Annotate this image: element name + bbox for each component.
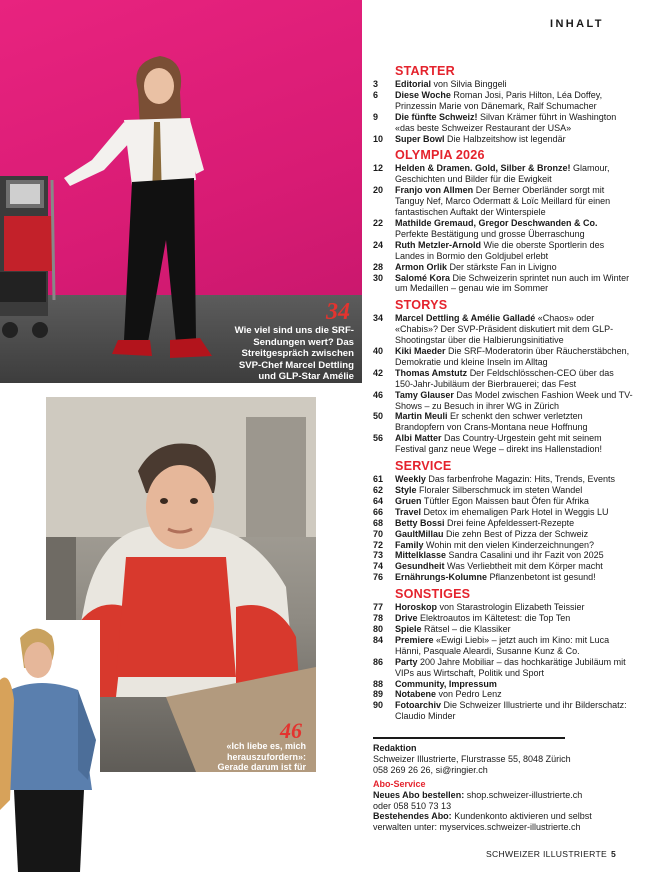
toc-entry-text (395, 550, 633, 561)
toc-page-number: 46 (373, 389, 384, 400)
toc-entry-text (395, 635, 633, 657)
toc-entry[interactable] (373, 507, 633, 518)
toc-entry-text (395, 679, 633, 690)
page-title: INHALT (550, 18, 604, 30)
cover-photo-dettling-gallade (0, 0, 362, 394)
toc-entry-heading: Die fünfte Schweiz! (395, 111, 478, 122)
toc-entry-heading: Marcel Dettling & Amélie Galladé (395, 313, 536, 324)
toc-entry-heading: Diese Woche (395, 89, 451, 100)
toc-entry-text (395, 163, 633, 185)
section-title: STORYS (395, 298, 448, 313)
toc-entry-heading: Notabene (395, 689, 437, 700)
section-title: OLYMPIA 2026 (395, 148, 485, 163)
toc-entry[interactable] (373, 529, 633, 540)
page-number: 5 (611, 849, 617, 859)
toc-entry-text (395, 474, 633, 485)
toc-entry-description: Die zehn Best of Pizza der Schweiz (446, 528, 589, 539)
new-abo-phone: oder 058 510 73 13 (373, 800, 452, 811)
imprint (373, 743, 603, 833)
toc-entry-description: Glamour, Geschichten und Bilder für die Ewigkeit (395, 163, 610, 185)
toc-entry-description: «Ewigi Liebi» – jetzt auch im Kino: mit Luca Hänni, Pasquale Aleardi, Susanne Kunz & Co. (395, 634, 610, 656)
toc-page-number: 30 (373, 272, 384, 283)
toc-entry[interactable] (373, 433, 633, 455)
photo-woman-denim (0, 620, 100, 872)
toc-entry[interactable] (373, 313, 633, 346)
toc-entry-text (395, 507, 633, 518)
toc-entry-text (395, 572, 633, 583)
redaktion-phone: 058 269 26 26, (373, 764, 434, 775)
caption-text-mid: «Ich liebe es, mich herauszufordern»: Gerade darum ist für Model Tamy Glauser ein Ort der Ruhe so wichtig. (201, 741, 306, 794)
abo-label: Abo-Service (373, 778, 426, 789)
toc-entry-text (395, 657, 633, 679)
toc-entry-heading: Mittelklasse (395, 550, 447, 561)
toc-entry-text (395, 185, 633, 218)
toc-entry-description: Der stärkste Fan in Livigno (449, 261, 557, 272)
toc-entry[interactable] (373, 613, 633, 624)
toc-entry-heading: Horoskop (395, 602, 438, 613)
toc-page-number: 6 (373, 89, 379, 100)
toc-entry-heading: Martin Meuli (395, 411, 448, 422)
toc-entry[interactable] (373, 679, 633, 690)
toc-entry[interactable] (373, 90, 633, 112)
toc-entry-heading: Travel (395, 506, 422, 517)
toc-entry-description: Die SRF-Moderatorin über Räucherstäbchen, Demokratie und kleine Inseln im Alltag (395, 346, 630, 367)
new-abo-label: Neues Abo bestellen: (373, 789, 465, 800)
toc-entry-text (395, 134, 633, 145)
toc-entry-heading: Tamy Glauser (395, 389, 454, 400)
toc-entry-description: Wohin mit den vielen Kinderzeichnungen? (426, 539, 594, 550)
toc-entry[interactable] (373, 635, 633, 657)
toc-entry[interactable] (373, 561, 633, 572)
new-abo-line (373, 790, 603, 801)
toc-entry-text (395, 273, 633, 295)
toc-entry-heading: Gruen (395, 495, 422, 506)
toc-entry-description: Die Halbzeitshow ist legendär (447, 133, 566, 144)
toc-page-number: 77 (373, 602, 384, 613)
toc-entry-heading: Thomas Amstutz (395, 367, 468, 378)
table-of-contents (373, 62, 633, 722)
toc-entry-heading: Franjo von Allmen (395, 185, 474, 196)
toc-entry[interactable] (373, 273, 633, 295)
toc-entry-text (395, 390, 633, 412)
toc-entry[interactable] (373, 346, 633, 368)
toc-entry-text (395, 411, 633, 433)
toc-entry[interactable] (373, 240, 633, 262)
toc-page-number: 24 (373, 239, 384, 250)
toc-entry-heading: Helden & Dramen. Gold, Silber & Bronze! (395, 163, 571, 174)
toc-entry-heading: Community, Impressum (395, 678, 497, 689)
toc-entry-description: Die Schweizerin sprintet nun auch im Winter um Medaillen – genau wie im Sommer (395, 272, 630, 294)
toc-entry-text (395, 700, 633, 722)
luggage-cart-illustration (0, 176, 54, 338)
page-footer (486, 849, 616, 859)
toc-page-number: 50 (373, 411, 384, 422)
toc-entry[interactable] (373, 368, 633, 390)
toc-entry[interactable] (373, 624, 633, 635)
toc-page-number: 74 (373, 561, 384, 572)
toc-page-number: 20 (373, 185, 384, 196)
caption-text-top: Wie viel sind uns die SRF-Sendungen wert? Das Streitgespräch zwischen SVP-Chef Marcel Dettling und GLP-Star Amélie Galladé. (234, 325, 354, 394)
toc-entry-description: von Silvia Binggeli (433, 79, 507, 89)
toc-page-number: 89 (373, 689, 384, 700)
toc-entry-description: Das Model zwischen Fashion Week und TV-Shows – zu Besuch in ihrer WG in Zürich (395, 389, 633, 411)
toc-entry-description: Rätsel – die Klassiker (424, 623, 511, 634)
existing-abo-label: Bestehendes Abo: (373, 811, 452, 822)
toc-entry-heading: Family (395, 539, 424, 550)
toc-page-number: 70 (373, 528, 384, 539)
toc-entry-text (395, 485, 633, 496)
toc-entry-heading: Gesundheit (395, 561, 445, 572)
toc-entry-text (395, 496, 633, 507)
toc-entry-description: Drei feine Apfeldessert-Rezepte (447, 517, 575, 528)
caption-page-number-mid: 46 (280, 718, 302, 743)
toc-entry[interactable] (373, 485, 633, 496)
toc-entry-text (395, 540, 633, 551)
toc-entry-heading: Premiere (395, 634, 434, 645)
toc-page-number: 34 (373, 313, 384, 324)
toc-entry-description: Was Verliebtheit mit dem Körper macht (447, 561, 603, 572)
toc-page-number: 72 (373, 539, 384, 550)
toc-page-number: 28 (373, 261, 384, 272)
photo-illustration-bottom (0, 620, 100, 872)
new-abo-link[interactable]: shop.schweizer-illustrierte.ch (466, 789, 583, 800)
toc-page-number: 12 (373, 163, 384, 174)
toc-entry-text (395, 518, 633, 529)
toc-entry-description: Die Schweizer Illustrierte und ihr Bilderschatz: Claudio Minder (395, 700, 627, 722)
toc-entry-description: Der Feldschlösschen-CEO über das 150-Jahr-Jubiläum der Bierbrauerei; das Fest (395, 367, 614, 389)
toc-entry-heading: Ruth Metzler-Arnold (395, 239, 481, 250)
magazine-name: SCHWEIZER ILLUSTRIERTE (486, 849, 608, 859)
toc-entry[interactable] (373, 700, 633, 722)
toc-entry-heading: Party (395, 656, 418, 667)
toc-entry-description: Er schenkt den schwer verletzten Brandopfern von Crans-Montana neue Hoffnung (395, 411, 588, 433)
existing-abo-line (373, 811, 603, 833)
toc-page-number: 80 (373, 623, 384, 634)
toc-page-number: 66 (373, 506, 384, 517)
toc-entry[interactable] (373, 540, 633, 551)
toc-page-number: 62 (373, 485, 384, 495)
toc-entry-text (395, 313, 633, 346)
toc-entry-description: Floraler Silberschmuck im steten Wandel (419, 485, 583, 495)
toc-entry-text (395, 613, 633, 624)
toc-entry-heading: Spiele (395, 623, 422, 634)
toc-entry[interactable] (373, 657, 633, 679)
toc-page-number: 61 (373, 474, 384, 485)
woman-figure (64, 56, 212, 358)
toc-entry-description: von Pedro Lenz (438, 689, 502, 700)
toc-entry-text (395, 79, 633, 90)
toc-entry-description: Sandra Casalini und ihr Fazit von 2025 (448, 550, 604, 561)
toc-entry-text (395, 262, 633, 273)
toc-entry-heading: Drive (395, 613, 418, 624)
redaktion-contact (373, 765, 603, 776)
toc-entry[interactable] (373, 474, 633, 485)
redaktion-address: Schweizer Illustrierte, Flurstrasse 55, 8048 Zürich (373, 753, 571, 764)
toc-entry-text (395, 240, 633, 262)
toc-entry-description: 200 Jahre Mobiliar – das hochkarätige Jubiläum mit VIPs aus Wirtschaft, Politik und Sport (395, 656, 626, 678)
toc-entry[interactable] (373, 550, 633, 561)
toc-entry-description: «Chaos» oder «Chabis»? Der SVP-Präsident diskutiert mit dem GLP-Shootingstar über die Halbierungsinitiative (395, 313, 614, 346)
toc-page-number: 86 (373, 656, 384, 667)
toc-page-number: 3 (373, 79, 379, 89)
toc-entry-description: Das farbenfrohe Magazin: Hits, Trends, Events (428, 474, 615, 485)
toc-entry-text (395, 218, 633, 240)
toc-entry-description: Roman Josi, Paris Hilton, Léa Doffey, Prinzessin Marie von Dänemark, Ralf Schumacher (395, 89, 603, 111)
toc-entry[interactable] (373, 163, 633, 185)
toc-entry[interactable] (373, 262, 633, 273)
toc-entry-text (395, 602, 633, 613)
toc-entry-text (395, 112, 633, 134)
toc-entry-heading: Kiki Maeder (395, 346, 446, 357)
toc-entry-heading: Salomé Kora (395, 272, 451, 283)
toc-entry[interactable] (373, 689, 633, 700)
toc-entry-heading: Fotoarchiv (395, 700, 442, 711)
toc-entry-heading: Armon Orlik (395, 261, 448, 272)
toc-page-number: 40 (373, 346, 384, 357)
toc-entry[interactable] (373, 518, 633, 529)
toc-page-number: 84 (373, 634, 384, 645)
toc-entry[interactable] (373, 185, 633, 218)
toc-entry-text (395, 90, 633, 112)
toc-entry-heading: Weekly (395, 474, 426, 485)
caption-page-number-top: 34 (326, 299, 350, 325)
toc-entry-heading: Style (395, 485, 417, 495)
toc-entry-description: Tüftler Egon Maissen baut Öfen für Afrika (423, 495, 589, 506)
toc-page-number: 76 (373, 572, 384, 583)
toc-entry-heading: Editorial (395, 79, 432, 89)
toc-entry-heading: GaultMillau (395, 528, 444, 539)
toc-entry-text (395, 561, 633, 572)
toc-entry-heading: Mathilde Gremaud, Gregor Deschwanden & Co. (395, 217, 598, 228)
redaktion-label: Redaktion (373, 743, 417, 753)
toc-entry-text (395, 368, 633, 390)
toc-entry[interactable] (373, 112, 633, 134)
toc-entry[interactable] (373, 79, 633, 90)
toc-entry-description: Silvan Krämer führt in Washington «das beste Schweizer Restaurant der USA» (395, 111, 617, 133)
toc-entry-text (395, 529, 633, 540)
toc-entry-heading: Albi Matter (395, 433, 442, 444)
toc-entry[interactable] (373, 390, 633, 412)
toc-entry[interactable] (373, 602, 633, 613)
toc-entry[interactable] (373, 496, 633, 507)
toc-entry-description: von Starastrologin Elizabeth Teissier (439, 602, 585, 613)
toc-entry[interactable] (373, 411, 633, 433)
section-title: SONSTIGES (395, 587, 471, 602)
toc-entry-description: Wie die oberste Sportlerin des Landes in Bormio den Goldjubel erlebt (395, 239, 605, 261)
toc-entry-description: Der Berner Oberländer sorgt mit Tanguy Nef, Marco Odermatt & Loïc Meillard für einen fantastischen Auftakt der Winterspiele (395, 185, 611, 218)
toc-page-number: 10 (373, 133, 384, 144)
toc-page-number: 78 (373, 613, 384, 624)
toc-entry-description: Elektroautos im Kältetest: die Top Ten (420, 613, 571, 624)
toc-page-number: 68 (373, 517, 384, 528)
toc-page-number: 56 (373, 433, 384, 444)
toc-entry[interactable] (373, 134, 633, 145)
toc-page-number: 42 (373, 367, 384, 378)
toc-entry-text (395, 624, 633, 635)
toc-page-number: 22 (373, 217, 384, 228)
toc-entry-text (395, 433, 633, 455)
toc-entry[interactable] (373, 218, 633, 240)
toc-entry-heading: Ernährungs-Kolumne (395, 572, 488, 583)
toc-entry-text (395, 689, 633, 700)
toc-entry-heading: Betty Bossi (395, 517, 445, 528)
toc-page-number: 90 (373, 700, 384, 711)
section-title: SERVICE (395, 459, 452, 474)
existing-abo-text: Kundenkonto aktivieren und selbst verwalten unter: myservices.schweizer-illustrierte.ch (373, 811, 592, 833)
toc-entry[interactable] (373, 572, 633, 583)
toc-entry-description: Das Country-Urgestein geht mit seinem Festival ganz neue Wege – direkt ins Hallenstadion! (395, 433, 602, 455)
toc-page-number: 9 (373, 111, 379, 122)
toc-entry-heading: Super Bowl (395, 133, 445, 144)
section-title: STARTER (395, 64, 455, 78)
toc-page-number: 88 (373, 678, 384, 689)
toc-entry-description: Pflanzenbetont ist gesund! (489, 572, 596, 583)
toc-page-number: 64 (373, 495, 384, 506)
toc-entry-description: Perfekte Bestätigung und grosse Überraschung (395, 228, 585, 239)
redaktion-email[interactable]: si@ringier.ch (435, 764, 488, 775)
toc-entry-description: Detox im ehemaligen Park Hotel in Weggis LU (423, 506, 609, 517)
divider (373, 737, 565, 739)
toc-page-number: 73 (373, 550, 384, 561)
toc-entry-text (395, 346, 633, 368)
